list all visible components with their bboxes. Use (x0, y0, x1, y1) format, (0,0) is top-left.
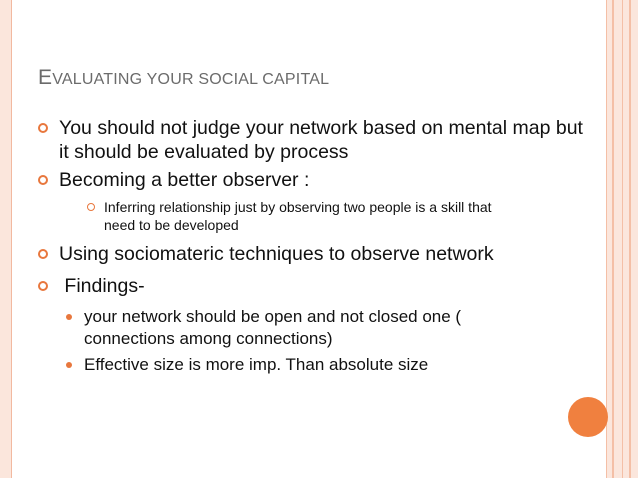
sub-bullet-item (38, 306, 504, 350)
bullet-text: Becoming a better observer : (59, 169, 310, 191)
right-stripe (612, 0, 614, 478)
sub-bullet-item (38, 198, 524, 234)
slide-title (38, 66, 329, 90)
bullet-item (38, 116, 598, 164)
right-stripe (622, 0, 623, 478)
left-border-decoration (0, 0, 11, 478)
bullet-ring-icon (38, 175, 48, 185)
right-stripe (606, 0, 607, 478)
bullet-text: Inferring relationship just by observing two people is a skill that need to be developed (104, 199, 492, 233)
sub-bullet-item (38, 354, 598, 376)
slide-title-rest: VALUATING YOUR SOCIAL CAPITAL (52, 71, 330, 88)
bullet-list (38, 116, 598, 380)
bullet-text: You should not judge your network based on mental map but it should be evaluated by process (59, 117, 583, 163)
bullet-item (38, 274, 598, 298)
bullet-ring-icon (38, 249, 48, 259)
bullet-item (38, 242, 598, 266)
bullet-dot-icon (66, 362, 72, 368)
bullet-dot-icon (66, 314, 72, 320)
bullet-ring-icon (38, 123, 48, 133)
bullet-text: Findings- (59, 275, 145, 297)
bullet-text: Using sociomateric techniques to observe network (59, 243, 494, 265)
bullet-text: Effective size is more imp. Than absolute size (84, 355, 429, 374)
bullet-text: your network should be open and not closed one ( connections among connections) (84, 307, 462, 348)
bullet-item (38, 168, 598, 192)
bullet-ring-icon (38, 281, 48, 291)
left-border-line (11, 0, 12, 478)
bullet-ring-icon (87, 203, 95, 211)
slide-title-initial: E (38, 66, 53, 89)
right-stripe (629, 0, 631, 478)
orange-circle-decoration (568, 397, 608, 437)
